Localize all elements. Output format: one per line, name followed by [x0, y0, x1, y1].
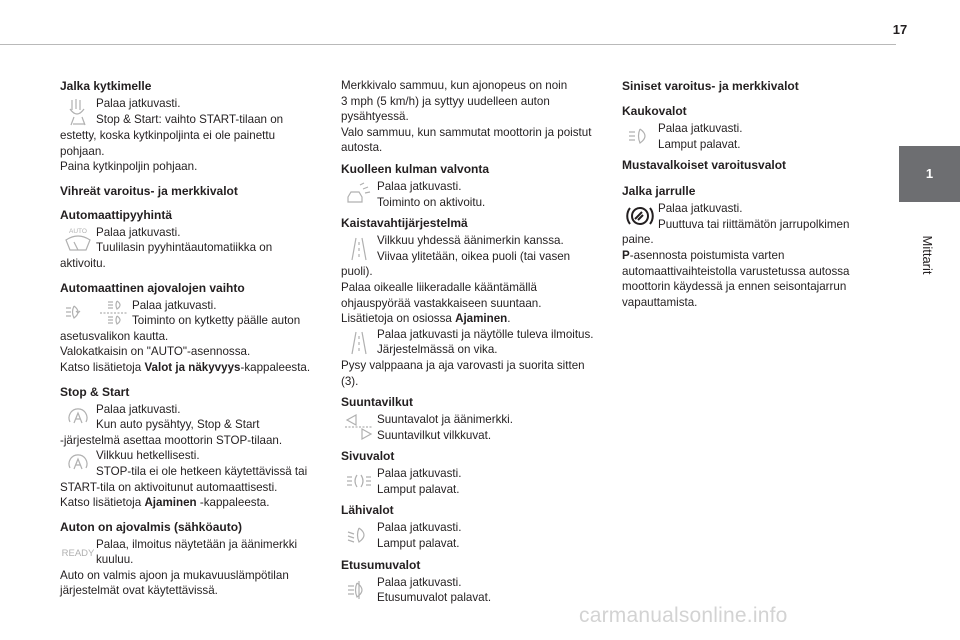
- text-line: -järjestelmä asettaa moottorin STOP-tilaan.: [60, 433, 283, 447]
- text-line: Palaa jatkuvasti.: [377, 467, 462, 481]
- text-line: estetty, koska kytkinpoljinta ei ole painettu: [60, 129, 276, 142]
- entry-brake-foot: [622, 201, 868, 232]
- text-line: kuuluu.: [96, 553, 134, 567]
- heading-auto-beam: Automaattinen ajovalojen vaihto: [60, 280, 245, 295]
- text-span: Katso lisätietoja: [60, 360, 145, 374]
- text-line: Palaa jatkuvasti.: [96, 225, 181, 239]
- text-line: paine.: [622, 233, 654, 247]
- link-ajaminen[interactable]: Ajaminen: [144, 496, 197, 510]
- entry-side-lights: [341, 466, 606, 497]
- entry-auto-wiper: [60, 225, 322, 256]
- entry-lane-blink: [341, 233, 606, 264]
- text-line: Palaa oikealle liikeradalle kääntämällä: [341, 280, 537, 294]
- front-fog-icon: [341, 575, 377, 605]
- text-line: Puuttuva tai riittämätön jarrupolkimen: [658, 217, 850, 231]
- text-line: Pysy valppaana ja aja varovasti ja suorita sitten: [341, 358, 585, 372]
- heading-low-beam: Lähivalot: [341, 503, 394, 518]
- brake-pedal-icon: [622, 201, 658, 231]
- entry-turn-signals: [341, 412, 606, 443]
- auto-wiper-icon-text: AUTO: [69, 227, 87, 235]
- watermark: carmanualsonline.info: [579, 604, 788, 627]
- text-line: Kun auto pysähtyy, Stop & Start: [96, 418, 260, 432]
- text-line: [622, 248, 868, 264]
- heading-stop-start: Stop & Start: [60, 384, 130, 399]
- text-line: Palaa jatkuvasti.: [132, 298, 217, 312]
- text-line: STOP-tila ei ole hetkeen käytettävissä tai: [96, 464, 308, 478]
- text-line: Palaa jatkuvasti.: [377, 179, 462, 193]
- text-span: .: [507, 312, 511, 326]
- text-span: Lisätietoja on osiossa: [341, 312, 456, 326]
- entry-front-fog: [341, 575, 606, 606]
- text-span-bold: P: [622, 248, 630, 262]
- page-number: 17: [892, 22, 908, 37]
- entry-ready: [60, 537, 322, 568]
- text-line: [341, 311, 606, 327]
- entry-stop-start-on: [60, 402, 322, 433]
- heading-high-beam: Kaukovalot: [622, 104, 687, 118]
- text-line: Palaa jatkuvasti ja näytölle tuleva ilmoitus.: [377, 327, 594, 341]
- entry-lane-fault: [341, 327, 606, 358]
- text-line: Lamput palavat.: [377, 482, 460, 496]
- text-line: moottorin käydessä ja ennen seisontajarrun: [622, 280, 847, 294]
- text-line: Merkkivalo sammuu, kun ajonopeus on noin: [341, 79, 568, 92]
- text-line: Toiminto on aktivoitu.: [377, 195, 486, 209]
- text-line: aktivoitu.: [60, 256, 106, 270]
- entry-auto-beam: [60, 298, 322, 329]
- blind-spot-icon: [341, 179, 377, 209]
- text-line: pohjaan.: [60, 144, 105, 158]
- text-line: Etusumuvalot palavat.: [377, 591, 492, 605]
- heading-blue-lights: Siniset varoitus- ja merkkivalot: [622, 79, 799, 93]
- text-span: -kappaleesta.: [240, 360, 311, 374]
- text-line: Suuntavilkut vilkkuvat.: [377, 428, 492, 442]
- text-line: Valokatkaisin on "AUTO"-asennossa.: [60, 345, 251, 359]
- text-span: Katso lisätietoja: [60, 496, 145, 510]
- entry-low-beam: [341, 520, 606, 551]
- text-line: automaattivaihteistolla varustetussa autossa: [622, 264, 850, 278]
- text-line: Viivaa ylitetään, oikea puoli (tai vasen: [377, 249, 571, 263]
- text-line: Palaa jatkuvasti.: [658, 202, 743, 216]
- lane-departure-icon: [341, 233, 377, 263]
- text-line: Vilkkuu yhdessä äänimerkin kanssa.: [377, 234, 564, 248]
- heading-blind-spot: Kuolleen kulman valvonta: [341, 161, 490, 176]
- heading-turn-signals: Suuntavilkut: [341, 395, 414, 410]
- entry-clutch: [60, 96, 322, 128]
- heading-side-lights: Sivuvalot: [341, 449, 395, 464]
- text-line: puoli).: [341, 265, 373, 279]
- high-beam-icon: [622, 121, 658, 151]
- text-line: Lamput palavat.: [658, 137, 741, 151]
- text-line: Vilkkuu hetkellisesti.: [96, 449, 200, 463]
- clutch-pedal-icon: [60, 96, 96, 128]
- turn-signal-icon: [341, 412, 377, 442]
- text-line: asetusvalikon kautta.: [60, 329, 169, 343]
- side-lights-icon: [341, 466, 377, 496]
- text-line: [60, 360, 322, 376]
- link-valot-ja-nakyvyys[interactable]: Valot ja näkyvyys: [144, 360, 241, 374]
- text-span: -asennosta poistumista varten: [629, 248, 785, 262]
- entry-high-beam: [622, 121, 868, 152]
- text-line: (3).: [341, 374, 359, 388]
- text-line: Valo sammuu, kun sammutat moottorin ja poistut: [341, 125, 592, 139]
- text-line: [60, 495, 322, 511]
- ready-icon-text: READY: [62, 547, 94, 559]
- heading-front-fog: Etusumuvalot: [341, 557, 421, 572]
- text-line: ohjauspyörää vastakkaiseen suuntaan.: [341, 296, 542, 310]
- column-left: [60, 78, 322, 599]
- text-line: 3 mph (5 km/h) ja syttyy uudelleen auton: [341, 94, 550, 108]
- text-line: Palaa jatkuvasti.: [377, 521, 462, 535]
- text-line: pysähtyessä.: [341, 110, 409, 124]
- low-beam-icon: [341, 520, 377, 550]
- lane-fault-icon: [341, 327, 377, 357]
- entry-stop-start-blink: [60, 448, 322, 479]
- chapter-tab[interactable]: 1: [899, 146, 960, 202]
- entry-blind-spot: [341, 179, 606, 210]
- text-line: autosta.: [341, 141, 383, 155]
- ready-icon: [60, 537, 96, 567]
- heading-lane-assist: Kaistavahtijärjestelmä: [341, 216, 468, 231]
- chapter-label: [919, 210, 935, 300]
- heading-green-lights: Vihreät varoitus- ja merkkivalot: [60, 183, 238, 198]
- chapter-label-text: Mittarit: [919, 235, 935, 275]
- text-line: START-tila on aktivoitunut automaattisesti.: [60, 480, 278, 494]
- link-ajaminen[interactable]: Ajaminen: [455, 312, 508, 326]
- column-middle: [341, 78, 606, 606]
- text-line: Palaa jatkuvasti.: [96, 402, 181, 416]
- text-line: Palaa jatkuvasti.: [658, 122, 743, 135]
- auto-beam-icon: [60, 298, 132, 328]
- stop-start-icon: [60, 402, 96, 432]
- text-line: Palaa jatkuvasti.: [377, 575, 462, 589]
- text-line: Auto on valmis ajoon ja mukavuuslämpötilan: [60, 568, 289, 582]
- text-line: Paina kytkinpoljin pohjaan.: [60, 160, 198, 174]
- text-line: Järjestelmässä on vika.: [377, 343, 498, 357]
- text-line: Palaa, ilmoitus näytetään ja äänimerkki: [96, 537, 298, 551]
- text-line: Stop & Start: vaihto START-tilaan on: [96, 112, 284, 126]
- heading-automaattipyyhinta: Automaattipyyhintä: [60, 207, 173, 222]
- auto-wiper-icon: [60, 225, 96, 255]
- text-line: Lamput palavat.: [377, 537, 460, 551]
- text-line: Suuntavalot ja äänimerkki.: [377, 413, 513, 427]
- text-line: Palaa jatkuvasti.: [96, 97, 181, 110]
- text-line: vapauttamista.: [622, 295, 698, 309]
- stop-start-flash-icon: [60, 448, 96, 478]
- heading-jalka-kytkimelle: Jalka kytkimelle: [60, 79, 152, 93]
- heading-brake-foot: Jalka jarrulle: [622, 184, 696, 199]
- heading-bw-lights: Mustavalkoiset varoitusvalot: [622, 158, 787, 173]
- heading-ready: Auton on ajovalmis (sähköauto): [60, 519, 243, 534]
- text-line: Tuulilasin pyyhintäautomatiikka on: [96, 241, 273, 255]
- text-span: -kappaleesta.: [196, 496, 270, 510]
- column-right: [622, 78, 868, 310]
- text-line: järjestelmät ovat käytettävissä.: [60, 584, 218, 598]
- header-divider: [0, 44, 896, 45]
- text-line: Toiminto on kytketty päälle auton: [132, 314, 301, 328]
